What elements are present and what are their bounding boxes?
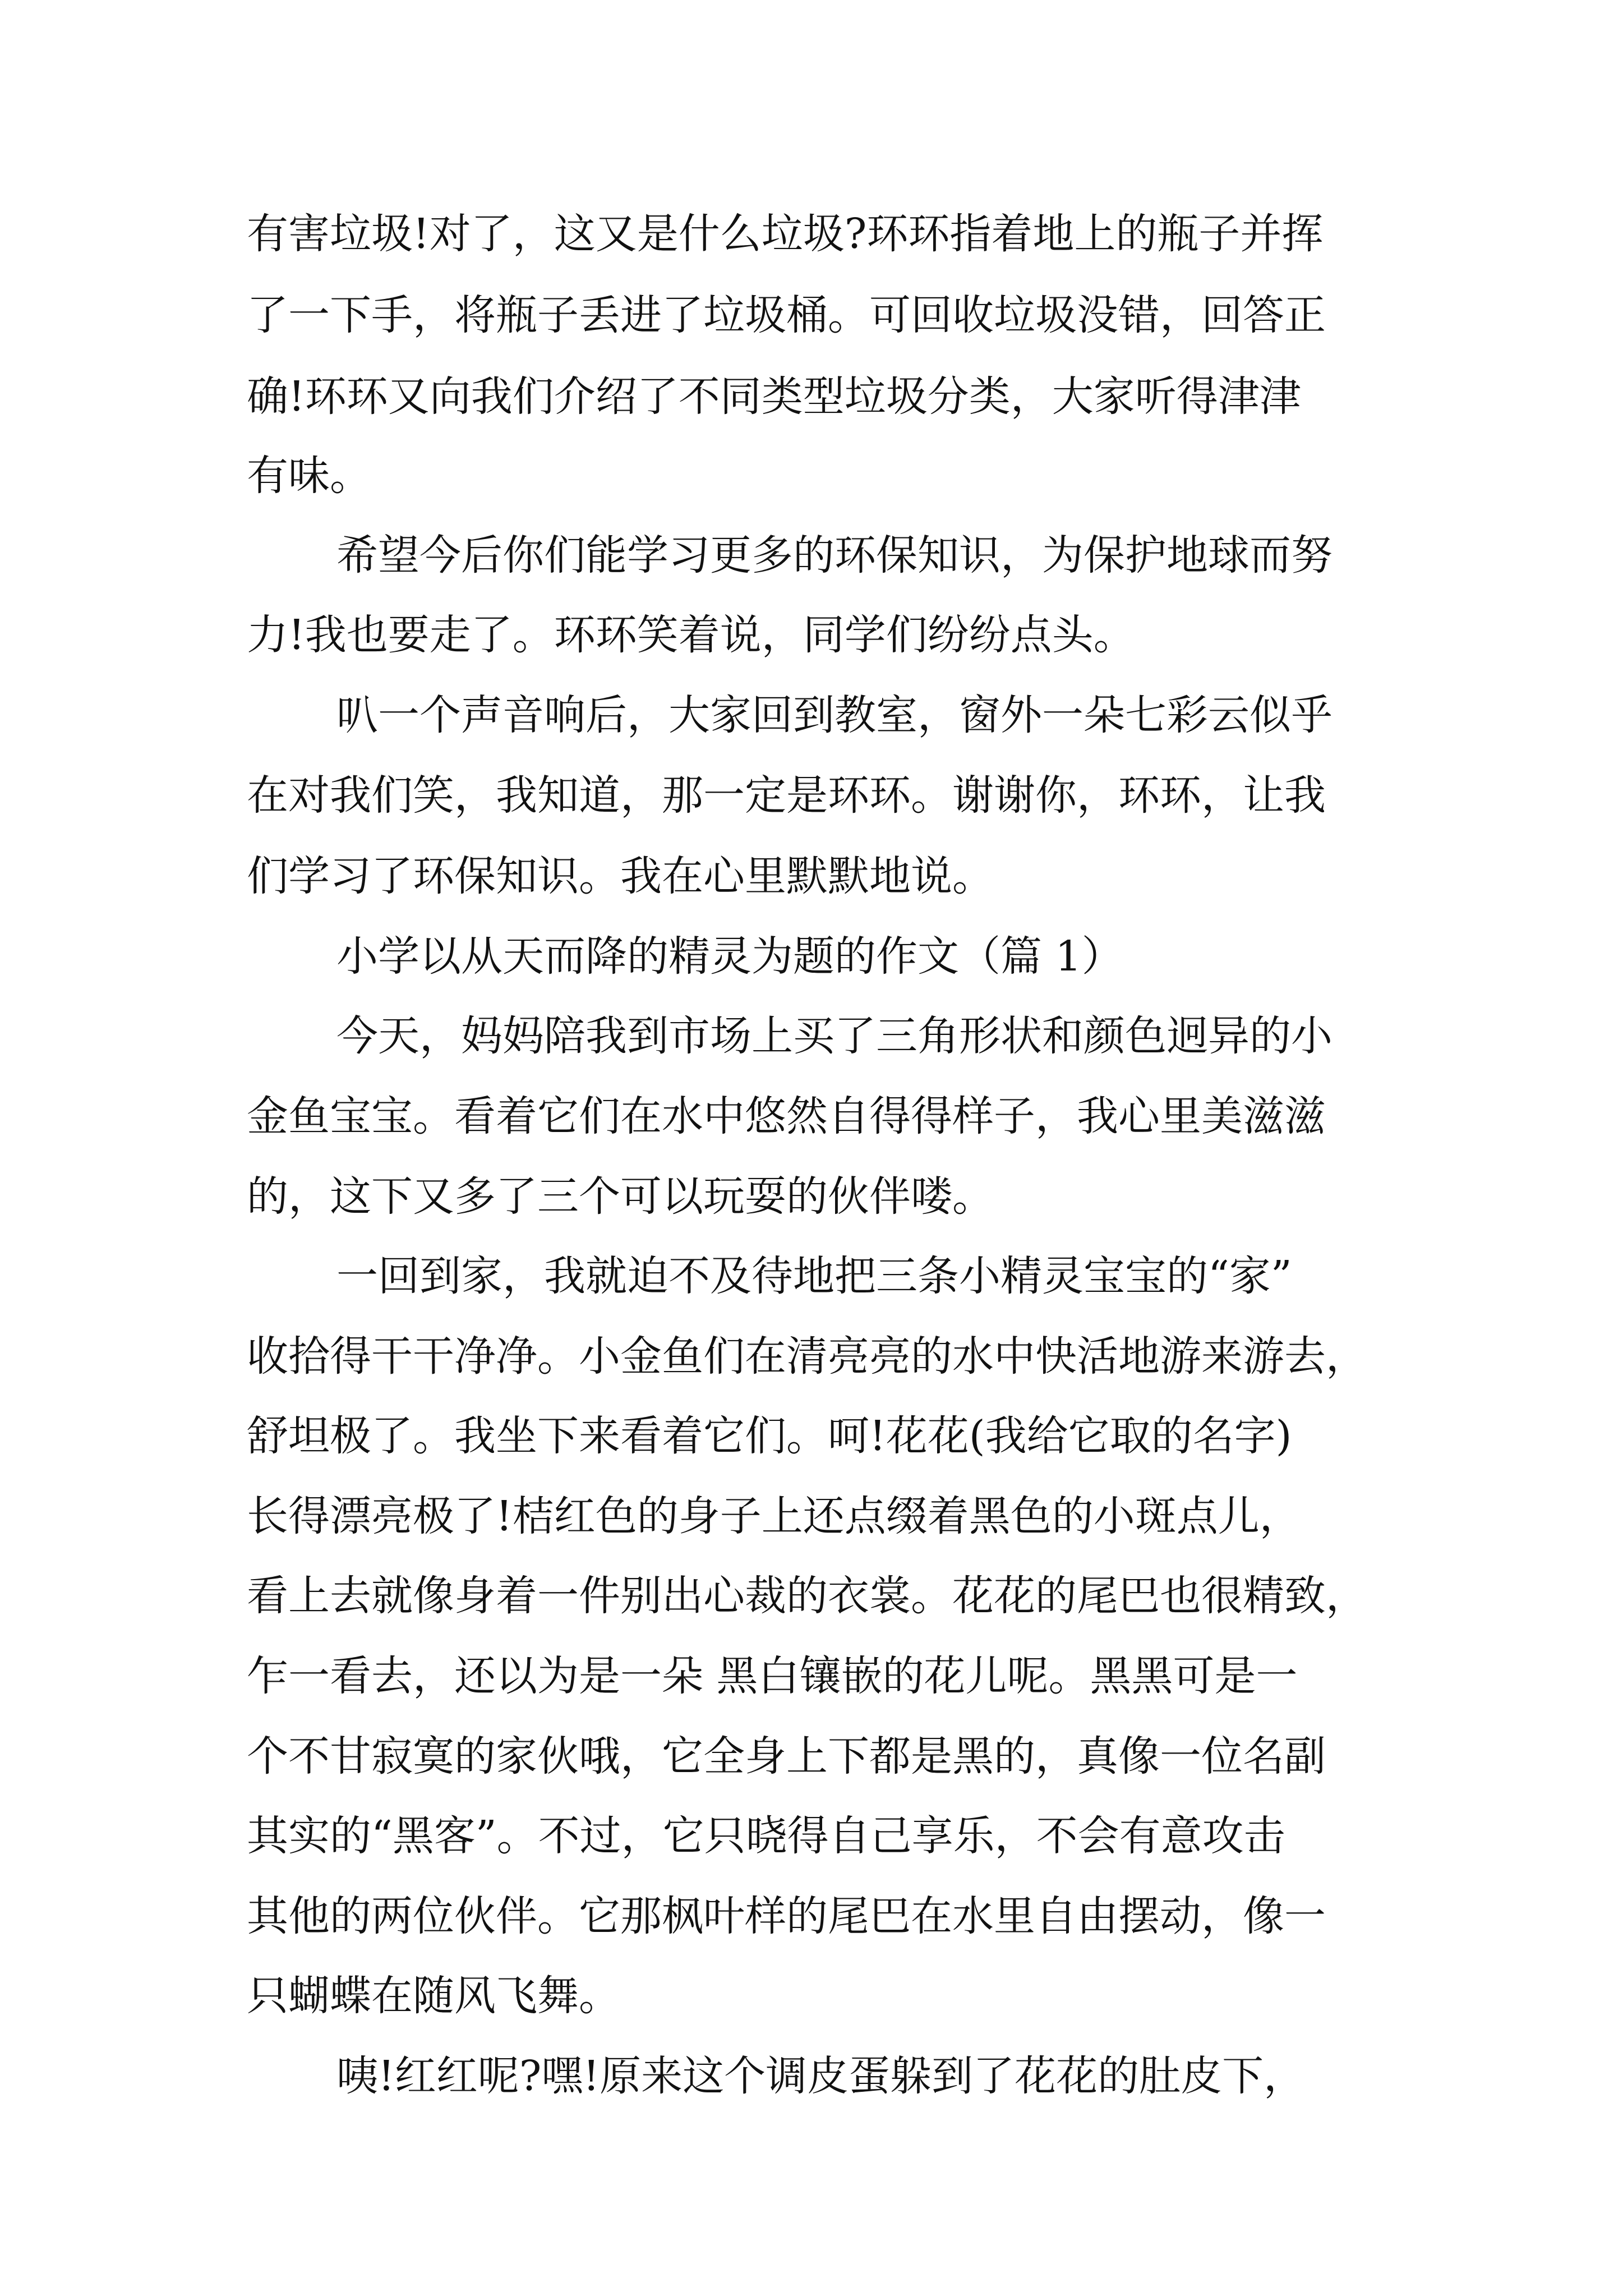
paragraph-start-line: 咦!红红呢?嘿!原来这个调皮蛋躲到了花花的肚皮下， xyxy=(336,2052,1306,2100)
body-text-line: 看上去就像身着一件别出心裁的衣裳。花花的尾巴也很精致， xyxy=(247,1572,1367,1620)
paragraph-start-line: 希望今后你们能学习更多的环保知识，为保护地球而努 xyxy=(336,531,1332,579)
body-text-line: 金鱼宝宝。看着它们在水中悠然自得得样子，我心里美滋滋 xyxy=(247,1092,1326,1140)
paragraph-start-line: 叭一个声音响后，大家回到教室，窗外一朵七彩云似乎 xyxy=(336,691,1332,739)
body-text-line: 长得漂亮极了!桔红色的身子上还点缀着黑色的小斑点儿， xyxy=(247,1492,1301,1540)
body-text-line: 只蝴蝶在随风飞舞。 xyxy=(247,1972,620,2020)
paragraph-start-line: 一回到家，我就迫不及待地把三条小精灵宝宝的“家” xyxy=(336,1252,1292,1300)
body-text-line: 在对我们笑，我知道，那一定是环环。谢谢你，环环，让我 xyxy=(247,771,1326,820)
body-text-line: 舒坦极了。我坐下来看着它们。呵!花花(我给它取的名字) xyxy=(247,1412,1292,1460)
body-text-line: 个不甘寂寞的家伙哦，它全身上下都是黑的，真像一位名副 xyxy=(247,1732,1326,1780)
body-text-line: 力!我也要走了。环环笑着说，同学们纷纷点头。 xyxy=(247,611,1135,659)
body-text-line: 有味。 xyxy=(247,452,371,500)
body-text-line: 乍一看去，还以为是一朵 黑白镶嵌的花儿呢。黑黑可是一 xyxy=(247,1652,1298,1700)
body-text-line: 其实的“黑客”。不过，它只晓得自己享乐，不会有意攻击 xyxy=(247,1812,1285,1860)
body-text-line: 的，这下又多了三个可以玩耍的伙伴喽。 xyxy=(247,1172,994,1221)
body-text-line: 确!环环又向我们介绍了不同类型垃圾分类，大家听得津津 xyxy=(247,372,1301,421)
body-text-line: 了一下手，将瓶子丢进了垃圾桶。可回收垃圾没错，回答正 xyxy=(247,291,1326,339)
body-text-line: 其他的两位伙伴。它那枫叶样的尾巴在水里自由摆动，像一 xyxy=(247,1892,1326,1940)
body-text-line: 们学习了环保知识。我在心里默默地说。 xyxy=(247,852,994,900)
essay-heading: 小学以从天而降的精灵为题的作文（篇 1） xyxy=(336,932,1123,981)
body-text-line: 有害垃圾!对了，这又是什么垃圾?环环指着地上的瓶子并挥 xyxy=(247,210,1324,258)
body-text-line: 收拾得干干净净。小金鱼们在清亮亮的水中快活地游来游去， xyxy=(247,1332,1367,1381)
paragraph-start-line: 今天，妈妈陪我到市场上买了三角形状和颜色迥异的小 xyxy=(336,1012,1332,1060)
